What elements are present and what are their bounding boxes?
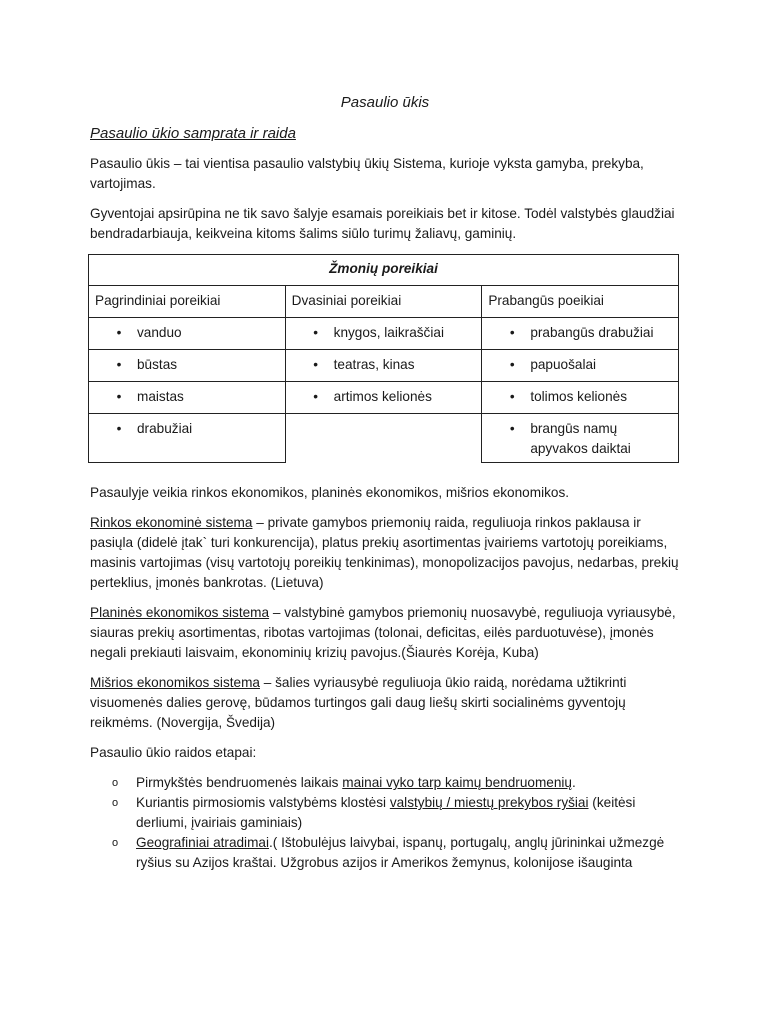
stage-text: Pirmykštės bendruomenės laikais (136, 775, 343, 790)
needs-table (88, 254, 679, 463)
list-item (112, 773, 680, 793)
list-item (112, 793, 680, 833)
table-cell (89, 350, 286, 382)
table-cell (89, 414, 286, 463)
list-item: vanduo (137, 325, 182, 340)
list-item: būstas (137, 357, 178, 372)
table-cell (285, 318, 482, 350)
paragraph-planned-economy (90, 603, 680, 663)
paragraph-stages-intro: Pasaulio ūkio raidos etapai: (90, 745, 257, 760)
circle-bullet-icon: o (112, 797, 119, 809)
table-cell (89, 382, 286, 414)
stage-text: Kuriantis pirmosiomis valstybėms klostėsi (136, 795, 390, 810)
section-heading: Pasaulio ūkio samprata ir raida (90, 125, 296, 142)
list-item: drabužiai (137, 421, 193, 436)
table-cell (285, 350, 482, 382)
stage-text: .( Ištobulėjus laivybai, ispanų, portugalų, anglų jūrininkai užmezgė ryšius su Azijos kraštai. Užgrobus azijos ir Amerikos žemynus, kolonijose išauginta (136, 835, 665, 870)
paragraph-market-economy (90, 513, 680, 593)
list-item: prabangūs drabužiai (530, 325, 654, 340)
table-cell (482, 318, 679, 350)
list-item: teatras, kinas (333, 357, 415, 372)
table-row (89, 350, 679, 382)
table-cell-empty (285, 414, 482, 463)
list-item: artimos kelionės (333, 389, 432, 404)
list-item: brangūs namų apyvakos daiktai (530, 421, 631, 456)
bullet-icon: • (313, 389, 319, 404)
term-mixed-economy: Mišrios ekonomikos sistema (90, 675, 260, 690)
list-item (112, 833, 680, 873)
mixed-economy-text: – šalies vyriausybė reguliuoja ūkio raidą, norėdama užtikrinti visuomenės dalies gerovę, būdamos turtingos gali daug liešų skirti socialinėms gyventojų reikmėms. (Novergija, Švedija) (90, 675, 627, 730)
bullet-icon: • (509, 357, 515, 372)
paragraph-economy-types: Pasaulyje veikia rinkos ekonomikos, planinės ekonomikos, mišrios ekonomikos. (90, 485, 570, 500)
term-planned-economy: Planinės ekonomikos sistema (90, 605, 270, 620)
table-row (89, 414, 679, 463)
paragraph-cooperation: Gyventojai apsirūpina ne tik savo šalyje esamais poreikiais bet ir kitose. Todėl valstybės glaudžiai bendradarbiauja, keikveina kitoms šalims siūlo turimų žaliavų, gaminių. (90, 206, 675, 241)
circle-bullet-icon: o (112, 777, 119, 789)
stages-list (90, 773, 680, 873)
paragraph-mixed-economy (90, 673, 680, 733)
stage-underlined-text: valstybių / miestų prekybos ryšiai (389, 795, 589, 810)
document-title: Pasaulio ūkis (340, 94, 430, 111)
column-header-basic: Pagrindiniai poreikiai (89, 286, 286, 318)
list-item: papuošalai (530, 357, 597, 372)
table-cell (482, 414, 679, 463)
planned-economy-text: – valstybinė gamybos priemonių nuosavybė, reguliuoja vyriausybė, siauras prekių asortimentas, ribotas vartojimas (tolonai, deficitas, eilės parduotuvėse), įmonės negali prekiauti laisvaim, ekonominių krizių pavojus.(Šiaurės Korėja, Kuba) (90, 605, 676, 660)
table-cell (89, 318, 286, 350)
column-header-luxury: Prabangūs poeikiai (482, 286, 679, 318)
bullet-icon: • (116, 389, 122, 404)
table-cell (482, 382, 679, 414)
column-header-spiritual: Dvasiniai poreikiai (285, 286, 482, 318)
paragraph-definition: Pasaulio ūkis – tai vientisa pasaulio valstybių ūkių Sistema, kurioje vyksta gamyba, prekyba, vartojimas. (90, 156, 644, 191)
table-column-row (89, 286, 679, 318)
list-item: tolimos kelionės (530, 389, 628, 404)
list-item: maistas (137, 389, 184, 404)
table-header-row (89, 255, 679, 286)
bullet-icon: • (509, 389, 515, 404)
bullet-icon: • (116, 357, 122, 372)
stage-underlined-text: Geografiniai atradimai (136, 835, 269, 850)
document-page (90, 94, 680, 873)
stage-underlined-text: mainai vyko tarp kaimų bendruomenių (342, 775, 572, 790)
table-row (89, 318, 679, 350)
list-item: knygos, laikraščiai (333, 325, 444, 340)
bullet-icon: • (313, 357, 319, 372)
bullet-icon: • (116, 325, 122, 340)
bullet-icon: • (509, 421, 515, 436)
bullet-icon: • (116, 421, 122, 436)
stage-text: (keitėsi derliumi, įvairiais gaminiais) (136, 795, 636, 830)
bullet-icon: • (509, 325, 515, 340)
table-cell (285, 382, 482, 414)
bullet-icon: • (313, 325, 319, 340)
term-market-economy: Rinkos ekonominė sistema (90, 515, 253, 530)
stage-text: . (571, 775, 576, 790)
table-row (89, 382, 679, 414)
circle-bullet-icon: o (112, 837, 119, 849)
market-economy-text: – private gamybos priemonių raida, reguliuoja rinkos paklausa ir pasiųla (didelė įtak` turi konkurencija), platus prekių asortimentas įvairiems vartotojų poreikiams, masinis vartojimas (visų vartotojų poreikių tenkinimas), monopolizacijos pavojus, nedarbas, prekių perteklius, įmonės bankrotas. (Lietuva) (90, 515, 679, 590)
table-cell (482, 350, 679, 382)
table-title: Žmonių poreikiai (89, 255, 679, 286)
